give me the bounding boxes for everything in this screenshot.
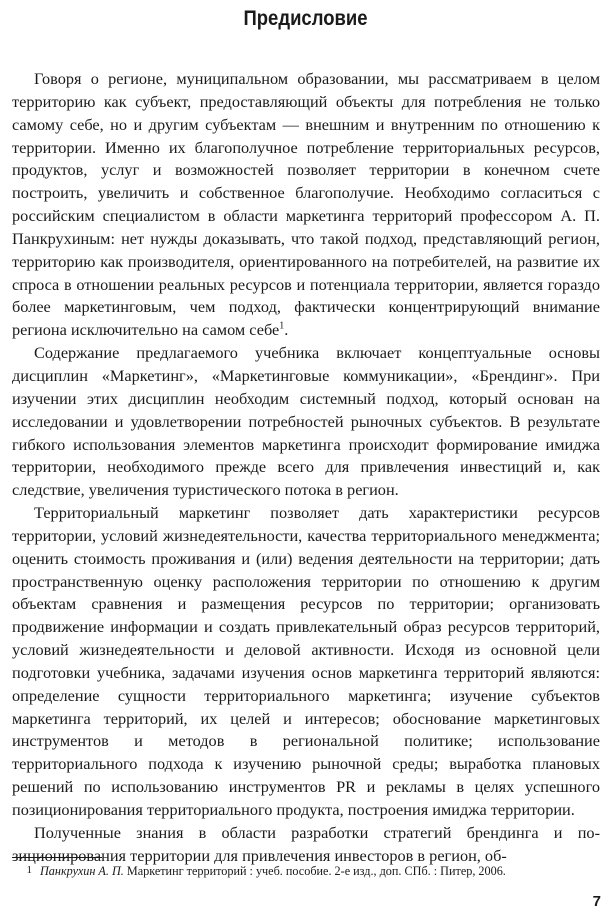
paragraph-end: . <box>284 320 289 340</box>
paragraph: Территориальный маркетинг позволяет дать характеристики ресурсов территории, условий жизнедеятельности, качества территориального менеджмента; оценить стоимость проживания и (или) ведения деятельности на территории; дать пространственную оценку расположения территории по отношению к другим объектам сравнения и размещения ресурсов по территории; организовать продвижение информации и создать привлекательный образ ресурсов территорий, условий жизнедеятельности и деловой активности. Исходя из основной цели подготовки учебника, задачами изучения основ маркетинга территорий являются: определение сущности территориального маркетинга; изучение субъектов маркетинга территорий, их целей и интересов; обоснование маркетинговых инструментов и методов в региональной политике; использование территориального подхода к изучению рыночной среды; выработка плановых решений по использованию инструментов PR и рекламы в целях успешного позиционирования территориального продукта, построения имиджа территории. <box>12 503 600 819</box>
page-number: 7 <box>592 893 601 910</box>
footnote-reference: 1 <box>279 320 285 332</box>
footnote <box>12 862 600 879</box>
footnote-divider <box>12 857 102 858</box>
paragraph <box>12 68 600 342</box>
footnote-text: Маркетинг территорий : учеб. пособие. 2-е изд., доп. СПб. : Питер, 2006. <box>123 864 506 878</box>
page-title: Предисловие <box>243 7 368 30</box>
paragraph-text: Говоря о регионе, муниципальном образовании, мы рассматриваем в целом территорию как субъект, предоставляющий объекты для потребления не только самому себе, но и другим субъектам — внешним и внутренним по отношению к территории. Именно их благополучное потребление территориальных ресурсов, продуктов, услуг и возможностей позволяет территории в конечном счете построить, увеличить и собственное благополучие. Необходимо согласиться с российским специалистом в области маркетинга территорий профессором А. П. Панкрухиным: нет нужды доказывать, что такой подход, представляющий регион, территорию как производителя, ориентированного на потребителей, на развитие их спроса в отношении реальных ресурсов и потенциала территории, является гораздо более маркетинговым, чем подход, фактически концентрирующий внимание региона исключительно на самом себе <box>12 69 600 340</box>
paragraph: Полученные знания в области разработки стратегий брендинга и позиционирования территории для привлечения инвесторов в регион, об- <box>12 822 600 865</box>
footnote-mark: 1 <box>26 864 32 876</box>
paragraph: Содержание предлагаемого учебника включает концептуальные основы дисциплин «Маркетинг», «Маркетинговые коммуникации», «Брендинг». При изучении этих дисциплин необходим системный подход, который основан на исследовании и удовлетворении потребностей рыночных субъектов. В результате гибкого использования элементов маркетинга происходит формирование имиджа территории, необходимого прежде всего для привлечения инвестиций и, как следствие, увеличения туристического потока в регион. <box>12 343 600 500</box>
body-text <box>12 68 600 868</box>
footnote-author: Панкрухин А. П. <box>40 864 124 878</box>
